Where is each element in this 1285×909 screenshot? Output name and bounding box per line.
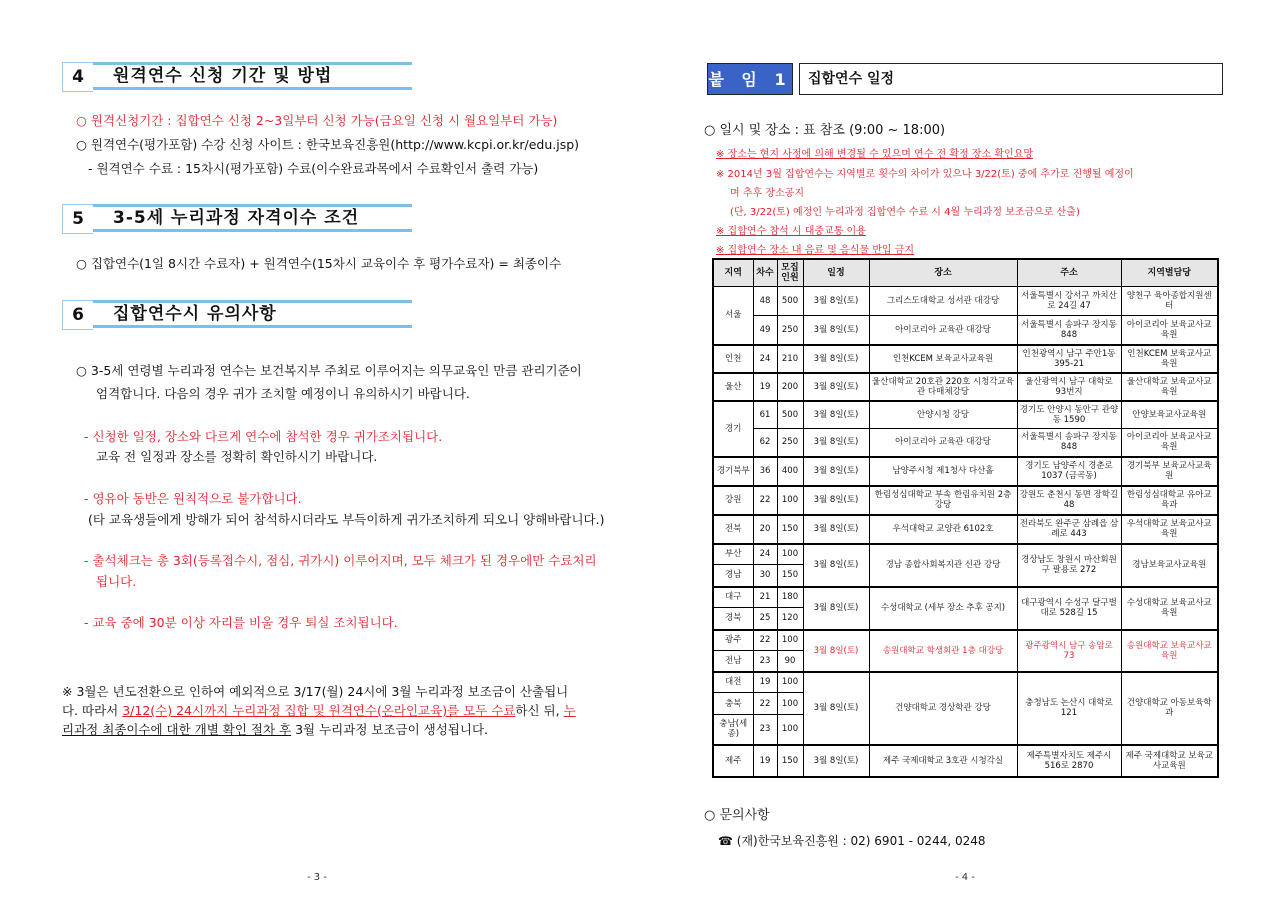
cell-place: 안양시청 강당 [869, 401, 1017, 429]
note-transport: ※ 집합연수 참석 시 대중교통 이용 [716, 226, 866, 237]
cell-place: 수성대학교 (세부 장소 추후 공지) [869, 587, 1017, 630]
cell-capacity: 100 [777, 486, 803, 515]
table-row [713, 345, 1218, 373]
cell-round: 19 [753, 373, 777, 401]
cell-date: 3월 8일(토) [803, 316, 869, 345]
cell-capacity: 150 [777, 515, 803, 544]
table-row [713, 429, 1218, 457]
cell-round: 22 [753, 630, 777, 651]
col-header: 모집인원 [777, 259, 803, 287]
cell-place: 그리스도대학교 성서관 대강당 [869, 287, 1017, 316]
table-row [713, 672, 1218, 693]
table-row [713, 515, 1218, 544]
cell-capacity: 150 [777, 745, 803, 777]
section-5-header [62, 204, 412, 234]
cell-capacity: 100 [777, 672, 803, 693]
col-header: 일정 [803, 259, 869, 287]
cell-region: 경기북부 [713, 457, 753, 486]
cell-round: 22 [753, 486, 777, 515]
cell-round: 48 [753, 287, 777, 316]
table-row [713, 457, 1218, 486]
cell-region: 서울 [713, 287, 753, 345]
cell-manager: 울산대학교 보육교사교육원 [1121, 373, 1218, 401]
cell-address: 경기도 안양시 동안구 관양동 1590 [1017, 401, 1121, 429]
section-title: 3-5세 누리과정 자격이수 조건 [93, 204, 412, 232]
table-row [713, 587, 1218, 608]
table-row [713, 373, 1218, 401]
cell-round: 23 [753, 651, 777, 672]
section-number: 6 [62, 300, 93, 330]
cell-manager: 안양보육교사교육원 [1121, 401, 1218, 429]
note-line [62, 701, 576, 719]
cell-date: 3월 8일(토) [803, 287, 869, 316]
completion-condition: ○ 집합연수(1일 8시간 수료자) + 원격연수(15차시 교육이수 후 평가수료자) = 최종이수 [76, 256, 562, 271]
cell-place: 울산대학교 20호관 220호 시청각교육관 다매체강당 [869, 373, 1017, 401]
section-6-header [62, 300, 412, 330]
note-underline: 리과정 최종이수에 대한 개별 확인 절차 후 [62, 722, 292, 737]
col-header: 주소 [1017, 259, 1121, 287]
table-row [713, 287, 1218, 316]
cell-region: 강원 [713, 486, 753, 515]
section-title: 원격연수 신청 기간 및 방법 [93, 62, 412, 90]
cell-capacity: 250 [777, 429, 803, 457]
note-text: 하신 뒤, [515, 703, 564, 718]
cell-address: 충청남도 논산시 대학로 121 [1017, 672, 1121, 745]
cell-region: 제주 [713, 745, 753, 777]
cell-capacity: 100 [777, 544, 803, 565]
cell-region: 광주 [713, 630, 753, 651]
cell-round: 62 [753, 429, 777, 457]
page-number: - 3 - [307, 872, 327, 883]
note-line [62, 720, 488, 738]
cell-capacity: 400 [777, 457, 803, 486]
cell-date: 3월 8일(토) [803, 373, 869, 401]
col-header: 장소 [869, 259, 1017, 287]
left-page [0, 0, 640, 909]
notice-line: 됩니다. [96, 574, 137, 589]
cell-capacity: 500 [777, 401, 803, 429]
online-completion: - 원격연수 수료 : 15차시(평가포함) 수료(이수완료과목에서 수료확인서 출력 가능) [88, 161, 539, 176]
cell-region: 경북 [713, 608, 753, 630]
cell-place: 우석대학교 교양관 6102호 [869, 515, 1017, 544]
cell-address: 서울특별시 송파구 장지동 848 [1017, 429, 1121, 457]
note-extra-session-2: 며 추후 장소공지 [730, 188, 804, 199]
col-header: 지역 [713, 259, 753, 287]
cell-round: 24 [753, 345, 777, 373]
section-number: 4 [62, 62, 93, 92]
note-no-food: ※ 집합연수 장소 내 음료 및 음식물 반입 금지 [716, 245, 915, 256]
cell-round: 23 [753, 715, 777, 745]
cell-date: 3월 8일(토) [803, 587, 869, 630]
cell-region: 전남 [713, 651, 753, 672]
cell-manager: 아이코리아 보육교사교육원 [1121, 316, 1218, 345]
cell-manager: 아이코리아 보육교사교육원 [1121, 429, 1218, 457]
cell-round: 22 [753, 693, 777, 715]
cell-round: 20 [753, 515, 777, 544]
cell-region: 부산 [713, 544, 753, 565]
cell-round: 61 [753, 401, 777, 429]
table-row [713, 745, 1218, 777]
cell-place: 건양대학교 경상학관 강당 [869, 672, 1017, 745]
note-text: 다. 따라서 [62, 703, 123, 718]
table-row [713, 316, 1218, 345]
cell-capacity: 90 [777, 651, 803, 672]
cell-region: 경기 [713, 401, 753, 457]
cell-capacity: 120 [777, 608, 803, 630]
notice-line: - 영유아 동반은 원칙적으로 불가합니다. [84, 491, 302, 506]
cell-manager: 우석대학교 보육교사교육원 [1121, 515, 1218, 544]
cell-date: 3월 8일(토) [803, 672, 869, 745]
cell-date: 3월 8일(토) [803, 486, 869, 515]
cell-capacity: 100 [777, 630, 803, 651]
col-header: 지역별담당 [1121, 259, 1218, 287]
cell-manager: 양천구 육아종합지원센터 [1121, 287, 1218, 316]
cell-address: 인천광역시 남구 주안1동 395-21 [1017, 345, 1121, 373]
cell-capacity: 250 [777, 316, 803, 345]
schedule-table [712, 258, 1219, 778]
notice-line: 교육 전 일정과 장소를 정확히 확인하시기 바랍니다. [96, 449, 378, 464]
section-number: 5 [62, 204, 93, 234]
cell-date: 3월 8일(토) [803, 429, 869, 457]
note-line: ※ 3월은 년도전환으로 인하여 예외적으로 3/17(월) 24시에 3월 누리과정 보조금이 산출됩니 [62, 684, 569, 699]
cell-region: 경남 [713, 565, 753, 587]
cell-address: 광주광역시 남구 송암로 73 [1017, 630, 1121, 672]
cell-date: 3월 8일(토) [803, 745, 869, 777]
cell-place: 아이코리아 교육관 대강당 [869, 316, 1017, 345]
table-row [713, 630, 1218, 651]
cell-date: 3월 8일(토) [803, 544, 869, 587]
cell-date: 3월 8일(토) [803, 345, 869, 373]
cell-address: 전라북도 완주군 삼례읍 삼례로 443 [1017, 515, 1121, 544]
cell-capacity: 200 [777, 373, 803, 401]
cell-round: 25 [753, 608, 777, 630]
cell-address: 강원도 춘천시 동면 장학길 48 [1017, 486, 1121, 515]
notice-line: - 출석체크는 총 3회(등록접수시, 점심, 귀가시) 이루어지며, 모두 체크가 된 경우에만 수료처리 [84, 553, 597, 568]
cell-region: 인천 [713, 345, 753, 373]
cell-place: 아이코리아 교육관 대강당 [869, 429, 1017, 457]
cell-region: 충북 [713, 693, 753, 715]
cell-address: 서울특별시 강서구 까치산로 24길 47 [1017, 287, 1121, 316]
cell-region: 울산 [713, 373, 753, 401]
cell-place: 남양주시청 제1청사 다산홀 [869, 457, 1017, 486]
cell-place: 송원대학교 학생회관 1층 대강당 [869, 630, 1017, 672]
cell-address: 서울특별시 송파구 장지동 848 [1017, 316, 1121, 345]
cell-region: 대전 [713, 672, 753, 693]
notice-line: (타 교육생들에게 방해가 되어 참석하시더라도 부득이하게 귀가조치하게 되오니 양해바랍니다.) [88, 512, 605, 527]
cell-manager: 제주 국제대학교 보육교사교육원 [1121, 745, 1218, 777]
note-venue-change: ※ 장소는 현지 사정에 의해 변경될 수 있으며 연수 전 확정 장소 확인요망 [716, 149, 1034, 160]
attachment-tag: 붙 임 1 [707, 63, 793, 95]
cell-capacity: 150 [777, 565, 803, 587]
cell-round: 21 [753, 587, 777, 608]
table-row [713, 401, 1218, 429]
table-row [713, 544, 1218, 565]
cell-date: 3월 8일(토) [803, 401, 869, 429]
note-extra-session-3: (단, 3/22(토) 예정인 누리과정 집합연수 수료 시 4월 누리과정 보조금으로 산출) [730, 207, 1080, 218]
cell-round: 24 [753, 544, 777, 565]
apply-site: ○ 원격연수(평가포함) 수강 신청 사이트 : 한국보육진흥원(http://www.kcpi.or.kr/edu.jsp) [76, 137, 580, 152]
table-row [713, 486, 1218, 515]
notice-line: - 교육 중에 30분 이상 자리를 비울 경우 퇴실 조치됩니다. [84, 615, 398, 630]
cell-round: 36 [753, 457, 777, 486]
cell-region: 전북 [713, 515, 753, 544]
contact-title: ○ 문의사항 [704, 808, 770, 823]
col-header: 차수 [753, 259, 777, 287]
apply-period: ○ 원격신청기간 : 집합연수 신청 2~3일부터 신청 가능(금요일 신청 시 월요일부터 가능) [76, 113, 558, 128]
note-extra-session: ※ 2014년 3월 집합연수는 지역별로 횟수의 차이가 있으나 3/22(토) 중에 추가로 진행될 예정이 [716, 169, 1134, 180]
cell-manager: 수성대학교 보육교사교육원 [1121, 587, 1218, 630]
note-emphasis: 누 [563, 703, 576, 718]
cell-round: 19 [753, 672, 777, 693]
attachment-title: 집합연수 일정 [799, 63, 1223, 95]
cell-place: 제주 국제대학교 3호관 시청각실 [869, 745, 1017, 777]
cell-round: 19 [753, 745, 777, 777]
cell-manager: 송원대학교 보육교사교육원 [1121, 630, 1218, 672]
section-4-header [62, 62, 412, 92]
cell-region: 대구 [713, 587, 753, 608]
cell-date: 3월 8일(토) [803, 515, 869, 544]
cell-capacity: 100 [777, 693, 803, 715]
cell-manager: 경남보육교사교육원 [1121, 544, 1218, 587]
cell-manager: 건양대학교 아동보육학과 [1121, 672, 1218, 745]
note-emphasis: 3/12(수) 24시까지 누리과정 집합 및 원격연수(온라인교육)를 모두 수료 [122, 703, 516, 718]
notice-line: 엄격합니다. 다음의 경우 귀가 조치할 예정이니 유의하시기 바랍니다. [96, 386, 470, 401]
section-title: 집합연수시 유의사항 [93, 300, 412, 328]
cell-manager: 한림성심대학교 유아교육과 [1121, 486, 1218, 515]
table-header-row [713, 259, 1218, 287]
cell-address: 울산광역시 남구 대학로 93번지 [1017, 373, 1121, 401]
cell-address: 경기도 남양주시 경춘로 1037 (금곡동) [1017, 457, 1121, 486]
notice-line: ○ 3-5세 연령별 누리과정 연수는 보건복지부 주최로 이루어지는 의무교육인 만큼 관리기준이 [76, 363, 582, 378]
cell-capacity: 500 [777, 287, 803, 316]
cell-place: 한림성심대학교 부속 한림유치원 2층 강당 [869, 486, 1017, 515]
cell-address: 제주특별자치도 제주시 516로 2870 [1017, 745, 1121, 777]
cell-place: 경남 종합사회복지관 신관 강당 [869, 544, 1017, 587]
note-text: 3월 누리과정 보조금이 생성됩니다. [291, 722, 488, 737]
cell-capacity: 210 [777, 345, 803, 373]
notice-line: - 신청한 일정, 장소와 다르게 연수에 참석한 경우 귀가조치됩니다. [84, 429, 443, 444]
contact-phone: ☎ (재)한국보육진흥원 : 02) 6901 - 0244, 0248 [718, 834, 986, 848]
cell-place: 인천KCEM 보육교사교육원 [869, 345, 1017, 373]
cell-manager: 경기북부 보육교사교육원 [1121, 457, 1218, 486]
cell-round: 49 [753, 316, 777, 345]
cell-region: 충남(세종) [713, 715, 753, 745]
cell-address: 경상남도 창원시 마산회원구 팔용로 272 [1017, 544, 1121, 587]
cell-date: 3월 8일(토) [803, 457, 869, 486]
cell-date: 3월 8일(토) [803, 630, 869, 672]
cell-manager: 인천KCEM 보육교사교육원 [1121, 345, 1218, 373]
schedule-intro: ○ 일시 및 장소 : 표 참조 (9:00 ~ 18:00) [704, 123, 946, 138]
cell-round: 30 [753, 565, 777, 587]
page-number: - 4 - [955, 872, 975, 883]
cell-capacity: 100 [777, 715, 803, 745]
cell-address: 대구광역시 수성구 달구벌대로 528길 15 [1017, 587, 1121, 630]
cell-capacity: 180 [777, 587, 803, 608]
